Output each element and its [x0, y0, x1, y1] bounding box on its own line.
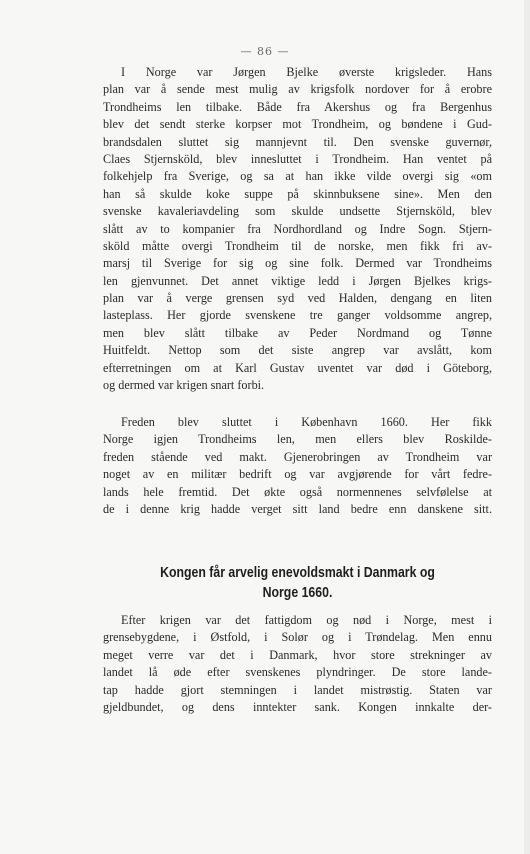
text-line: Huitfeldt. Nettop som det siste angrep var avslått, kom [103, 343, 492, 358]
text-line: efterretningen om at Karl Gustav uventet var død i Göteborg, [103, 360, 492, 375]
text-line: han så skulde koke suppe på skinnbuksene sine». Men den [103, 186, 492, 201]
text-line: svenske kavaleriavdeling som skulde undsette Stjernsköld, blev [103, 204, 492, 219]
paragraph-jorgen-bjelke [103, 64, 492, 394]
text-line: meget verre var det i Danmark, hvor store strekninger av [103, 647, 492, 662]
text-line: Efter krigen var det fattigdom og nød i Norge, mest i [121, 613, 492, 627]
paragraph-efter-krigen [103, 612, 492, 716]
text-line: noget av en militær bedrift og var avgjørende for vårt fedre- [103, 467, 492, 482]
text-line: og dermed var krigen snart forbi. [103, 378, 265, 393]
page-number: — 86 — [240, 45, 290, 58]
text-line: Trondheims len tilbake. Både fra Akershus og fra Bergenhus [103, 99, 492, 114]
text-line: Norge igjen Trondheims len, men ellers blev Roskilde- [103, 432, 492, 447]
text-line: lasteplass. Her gjorde svenskene tre ganger voldsomme angrep, [103, 308, 492, 323]
text-line: Claes Stjernsköld, blev innesluttet i Trondheim. Han ventet på [103, 151, 492, 166]
text-line: de i denne krig hadde verget sitt land bedre enn danskene sitt. [103, 501, 492, 516]
text-line: folkehjelp fra Sverige, og sa at han ikke vilde overgi sig «om [103, 169, 492, 184]
heading-line: Norge 1660. [262, 584, 333, 601]
text-line: men blev slått tilbake av Peder Nordmand og Tønne [103, 325, 492, 340]
text-line: lands hele fremtid. Det økte også normennenes selvfølelse at [103, 484, 492, 499]
text-line: sköld måtte overgi Trondheim til de norske, men fikk fri av- [103, 238, 492, 253]
text-line: I Norge var Jørgen Bjelke øverste krigsleder. Hans [121, 65, 492, 79]
text-line: plan var å verge grensen syd ved Halden, dengang en liten [103, 291, 492, 306]
text-line: grensebygdene, i Østfold, i Solør og i Trøndelag. Men ennu [103, 630, 492, 645]
text-line: tap hadde gjort stemningen i landet mistrøstig. Staten var [103, 682, 492, 697]
text-line: landet lå øde efter svenskenes plyndringer. De store lande- [103, 665, 492, 680]
text-line: plan var å sende mest mulig av krigsfolk nordover for å erobre [103, 82, 492, 97]
text-line: freden stående ved makt. Gjenerobringen av Trondheim var [103, 449, 492, 464]
text-line: Freden blev sluttet i København 1660. Her fikk [121, 415, 492, 429]
paragraph-freden [103, 414, 492, 518]
text-line: marsj til Sverige for sig og sine folk. Dermed var Trondheims [103, 256, 492, 271]
section-heading [138, 563, 457, 603]
text-line: brandsdalen sluttet sig mannjevnt til. Den svenske guvernør, [103, 134, 492, 149]
heading-line: Kongen får arvelig enevoldsmakt i Danmark og [160, 564, 435, 581]
text-line: len gjenvunnet. Det annet viktige ledd i Jørgen Bjelkes krigs- [103, 273, 492, 288]
text-line: gjeldbundet, og dens inntekter sank. Kongen innkalte der- [103, 699, 492, 714]
text-line: slått av to kompanier fra Nordhordland og Indre Sogn. Stjern- [103, 221, 492, 236]
text-line: blev det sendt sterke korpser mot Trondheim, og bøndene i Gud- [103, 117, 492, 132]
page-edge [524, 0, 530, 854]
